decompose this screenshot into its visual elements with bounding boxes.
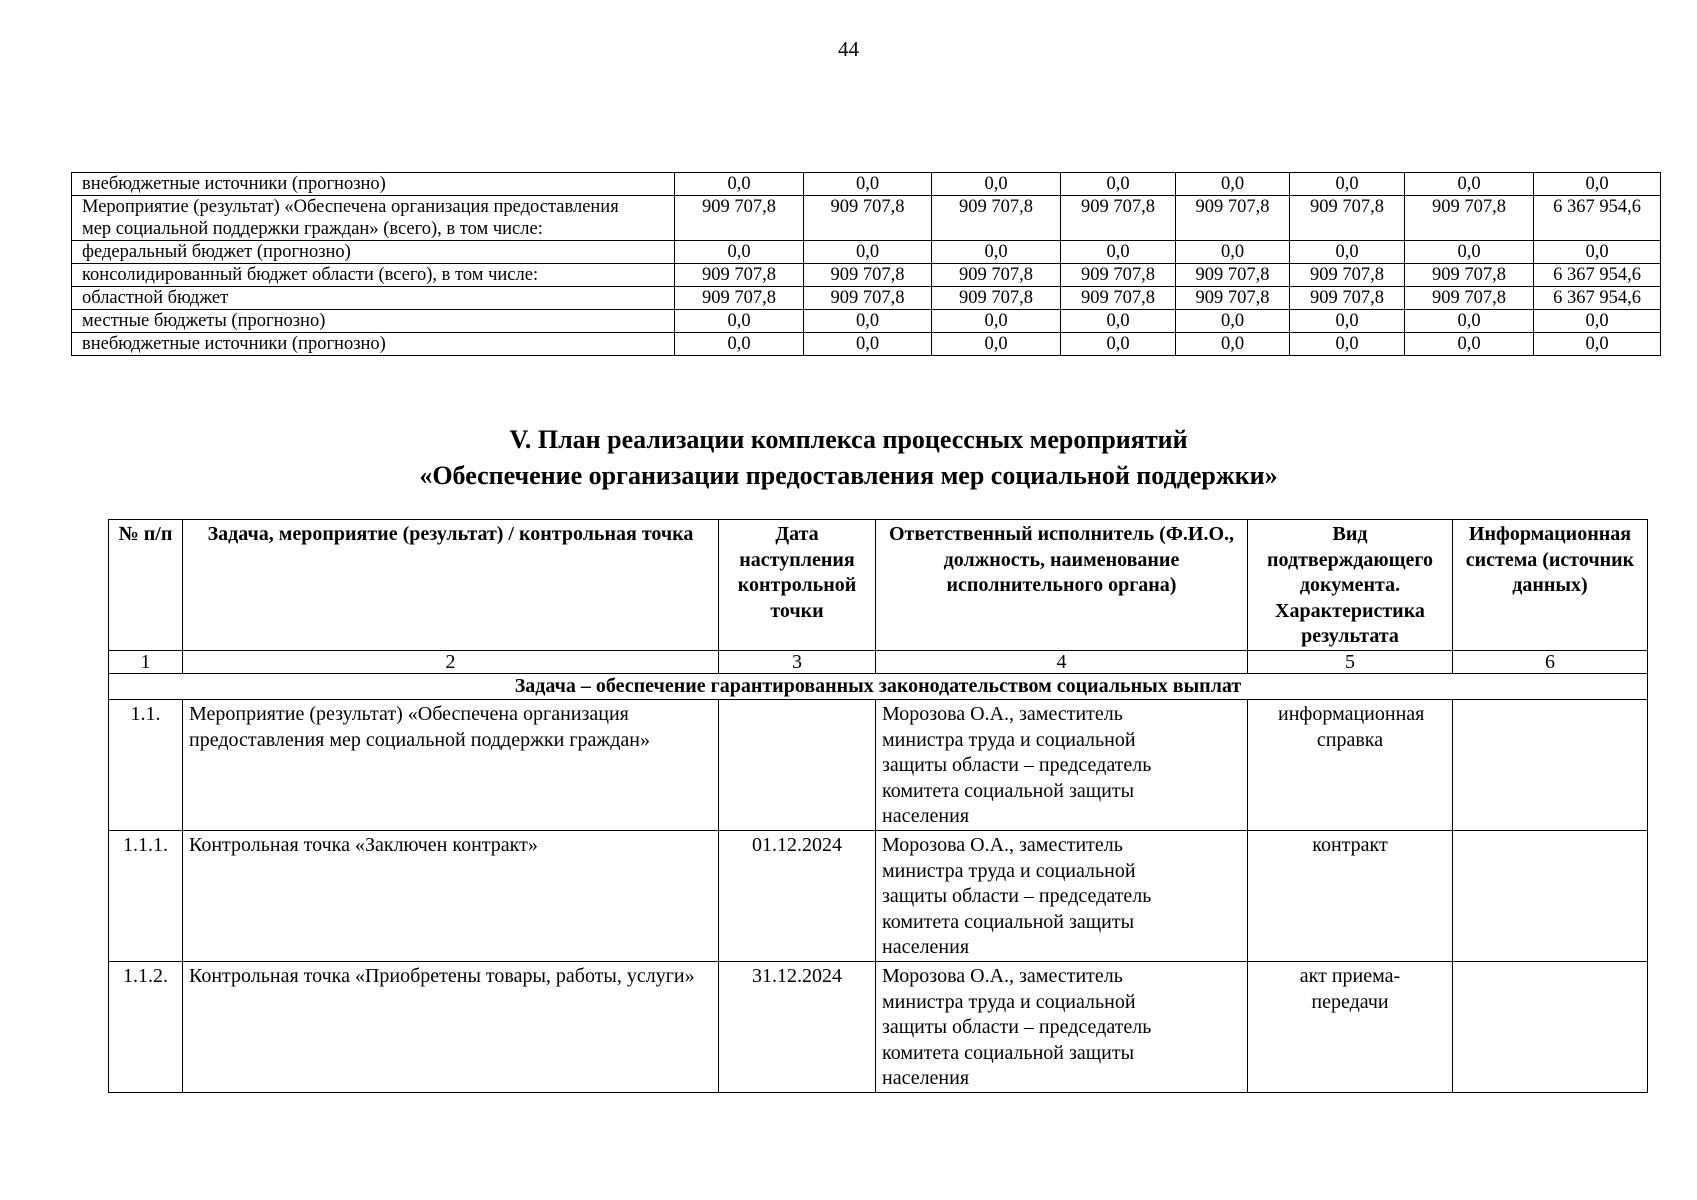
financing-value: 0,0 bbox=[1534, 310, 1661, 333]
financing-value: 909 707,8 bbox=[1405, 287, 1534, 310]
financing-value: 6 367 954,6 bbox=[1534, 287, 1661, 310]
financing-row-label: Мероприятие (результат) «Обеспечена организация предоставления мер социальной поддержки граждан» (всего), в том числе: bbox=[72, 196, 675, 241]
plan-row bbox=[109, 699, 1648, 830]
header-system: Информационная система (источник данных) bbox=[1453, 520, 1648, 651]
financing-value: 0,0 bbox=[1176, 333, 1290, 356]
page-number: 44 bbox=[838, 37, 859, 61]
header-responsible: Ответственный исполнитель (Ф.И.О., должность, наименование исполнительного органа) bbox=[876, 520, 1248, 651]
header-task: Задача, мероприятие (результат) / контрольная точка bbox=[183, 520, 719, 651]
financing-value: 909 707,8 bbox=[1405, 196, 1534, 241]
row-task-name: Контрольная точка «Приобретены товары, работы, услуги» bbox=[183, 961, 719, 1092]
financing-value: 0,0 bbox=[1534, 173, 1661, 196]
financing-value: 0,0 bbox=[932, 173, 1061, 196]
financing-value: 909 707,8 bbox=[1061, 264, 1176, 287]
row-info-system bbox=[1453, 961, 1648, 1092]
financing-value: 909 707,8 bbox=[932, 264, 1061, 287]
financing-row bbox=[72, 310, 1661, 333]
financing-value: 909 707,8 bbox=[932, 196, 1061, 241]
row-number: 1.1.1. bbox=[109, 830, 183, 961]
financing-value: 0,0 bbox=[1290, 173, 1405, 196]
row-document-type: информационная справка bbox=[1248, 699, 1453, 830]
column-number-row bbox=[109, 650, 1648, 673]
header-document: Вид подтверждающего документа. Характеристика результата bbox=[1248, 520, 1453, 651]
financing-value: 909 707,8 bbox=[675, 287, 804, 310]
financing-value: 909 707,8 bbox=[1405, 264, 1534, 287]
row-responsible: Морозова О.А., заместитель министра труда и социальной защиты области – председатель комитета социальной защиты населения bbox=[876, 830, 1248, 961]
financing-value: 0,0 bbox=[1176, 173, 1290, 196]
row-control-date bbox=[719, 699, 876, 830]
financing-value: 909 707,8 bbox=[675, 196, 804, 241]
row-task-name: Мероприятие (результат) «Обеспечена организация предоставления мер социальной поддержки граждан» bbox=[183, 699, 719, 830]
financing-row-label: внебюджетные источники (прогнозно) bbox=[72, 173, 675, 196]
financing-value: 6 367 954,6 bbox=[1534, 196, 1661, 241]
row-task-name: Контрольная точка «Заключен контракт» bbox=[183, 830, 719, 961]
plan-header-row bbox=[109, 520, 1648, 651]
financing-value: 0,0 bbox=[1176, 310, 1290, 333]
financing-value: 0,0 bbox=[1290, 310, 1405, 333]
financing-row bbox=[72, 333, 1661, 356]
financing-value: 0,0 bbox=[1061, 241, 1176, 264]
financing-value: 909 707,8 bbox=[1290, 264, 1405, 287]
financing-value: 6 367 954,6 bbox=[1534, 264, 1661, 287]
financing-value: 909 707,8 bbox=[1290, 287, 1405, 310]
header-number: № п/п bbox=[109, 520, 183, 651]
row-control-date: 01.12.2024 bbox=[719, 830, 876, 961]
column-number: 5 bbox=[1248, 650, 1453, 673]
plan-table bbox=[108, 519, 1648, 1093]
financing-value: 909 707,8 bbox=[1176, 264, 1290, 287]
financing-value: 909 707,8 bbox=[932, 287, 1061, 310]
financing-value: 0,0 bbox=[1534, 241, 1661, 264]
financing-value: 909 707,8 bbox=[804, 264, 932, 287]
financing-value: 0,0 bbox=[932, 310, 1061, 333]
row-control-date: 31.12.2024 bbox=[719, 961, 876, 1092]
financing-value: 0,0 bbox=[675, 333, 804, 356]
financing-value: 0,0 bbox=[1176, 241, 1290, 264]
row-number: 1.1. bbox=[109, 699, 183, 830]
financing-row bbox=[72, 241, 1661, 264]
financing-value: 0,0 bbox=[1534, 333, 1661, 356]
financing-row-label: областной бюджет bbox=[72, 287, 675, 310]
financing-value: 909 707,8 bbox=[1176, 287, 1290, 310]
financing-value: 0,0 bbox=[932, 333, 1061, 356]
financing-value: 909 707,8 bbox=[1061, 287, 1176, 310]
financing-value: 0,0 bbox=[1405, 173, 1534, 196]
financing-value: 0,0 bbox=[675, 310, 804, 333]
section-title-line-2: «Обеспечение организации предоставления мер социальной поддержки» bbox=[419, 461, 1278, 490]
row-responsible: Морозова О.А., заместитель министра труда и социальной защиты области – председатель комитета социальной защиты населения bbox=[876, 961, 1248, 1092]
column-number: 4 bbox=[876, 650, 1248, 673]
financing-value: 0,0 bbox=[1405, 310, 1534, 333]
financing-value: 0,0 bbox=[932, 241, 1061, 264]
financing-table bbox=[71, 172, 1661, 356]
column-number: 1 bbox=[109, 650, 183, 673]
financing-row bbox=[72, 264, 1661, 287]
row-document-type: акт приема-передачи bbox=[1248, 961, 1453, 1092]
financing-row-label: внебюджетные источники (прогнозно) bbox=[72, 333, 675, 356]
financing-row-label: консолидированный бюджет области (всего), в том числе: bbox=[72, 264, 675, 287]
financing-value: 909 707,8 bbox=[804, 287, 932, 310]
financing-row bbox=[72, 287, 1661, 310]
financing-value: 909 707,8 bbox=[1176, 196, 1290, 241]
task-heading-row bbox=[109, 673, 1648, 699]
financing-value: 0,0 bbox=[804, 241, 932, 264]
row-number: 1.1.2. bbox=[109, 961, 183, 1092]
plan-row bbox=[109, 830, 1648, 961]
financing-row bbox=[72, 196, 1661, 241]
financing-value: 0,0 bbox=[1061, 310, 1176, 333]
financing-value: 0,0 bbox=[1061, 333, 1176, 356]
financing-value: 0,0 bbox=[1290, 241, 1405, 264]
financing-value: 0,0 bbox=[804, 310, 932, 333]
section-title-line-1: V. План реализации комплекса процессных мероприятий bbox=[509, 425, 1188, 454]
financing-value: 0,0 bbox=[1061, 173, 1176, 196]
financing-value: 0,0 bbox=[675, 173, 804, 196]
row-info-system bbox=[1453, 699, 1648, 830]
financing-value: 0,0 bbox=[804, 333, 932, 356]
column-number: 6 bbox=[1453, 650, 1648, 673]
section-title bbox=[0, 422, 1697, 494]
financing-value: 0,0 bbox=[804, 173, 932, 196]
financing-value: 909 707,8 bbox=[1061, 196, 1176, 241]
financing-value: 0,0 bbox=[675, 241, 804, 264]
financing-row-label: местные бюджеты (прогнозно) bbox=[72, 310, 675, 333]
financing-value: 909 707,8 bbox=[804, 196, 932, 241]
task-heading: Задача – обеспечение гарантированных законодательством социальных выплат bbox=[109, 673, 1648, 699]
financing-value: 0,0 bbox=[1405, 241, 1534, 264]
row-info-system bbox=[1453, 830, 1648, 961]
financing-value: 0,0 bbox=[1290, 333, 1405, 356]
financing-value: 909 707,8 bbox=[1290, 196, 1405, 241]
column-number: 2 bbox=[183, 650, 719, 673]
financing-row bbox=[72, 173, 1661, 196]
row-document-type: контракт bbox=[1248, 830, 1453, 961]
row-responsible: Морозова О.А., заместитель министра труда и социальной защиты области – председатель комитета социальной защиты населения bbox=[876, 699, 1248, 830]
plan-row bbox=[109, 961, 1648, 1092]
financing-value: 0,0 bbox=[1405, 333, 1534, 356]
header-date: Дата наступления контрольной точки bbox=[719, 520, 876, 651]
column-number: 3 bbox=[719, 650, 876, 673]
financing-row-label: федеральный бюджет (прогнозно) bbox=[72, 241, 675, 264]
financing-value: 909 707,8 bbox=[675, 264, 804, 287]
